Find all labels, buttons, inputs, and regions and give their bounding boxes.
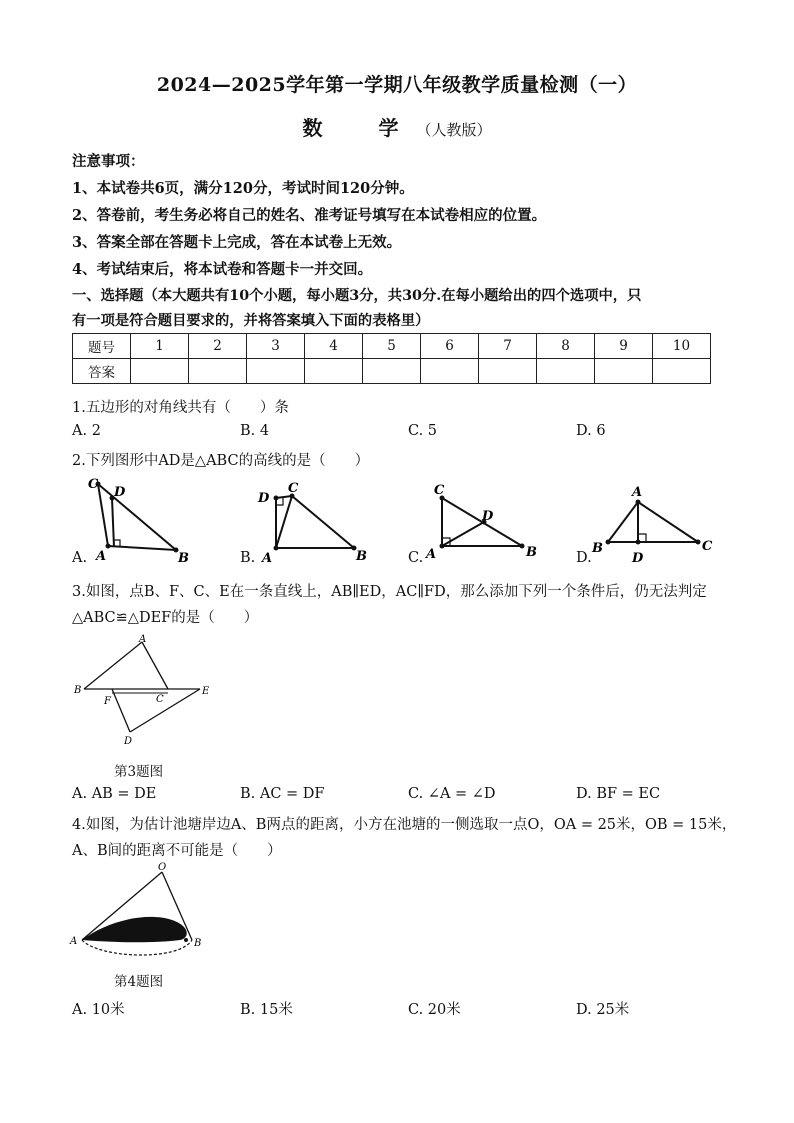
q2c-label-d: D [482, 509, 494, 524]
q2c-label-b: B [526, 545, 537, 560]
q2-figure-b [254, 480, 374, 566]
answer-table-number: 10 [653, 334, 711, 359]
q4-caption: 第4题图 [114, 974, 164, 990]
q2-option-a: A. [72, 550, 88, 566]
q2b-label-b: B [356, 549, 367, 564]
q4-label-a: A [70, 936, 78, 947]
q1-option-a: A. 2 [72, 423, 101, 439]
q4-option-c: C. 20米 [408, 1002, 461, 1018]
q4-stem-line2: A、B间的距离不可能是（ ） [72, 843, 282, 859]
q2b-label-a: A [262, 551, 273, 566]
q4-option-b: B. 15米 [240, 1002, 293, 1018]
q3-stem-line2: △ABC≌△DEF的是（ ） [72, 610, 259, 626]
answer-cell[interactable] [479, 359, 537, 384]
q3-label-e: E [202, 686, 210, 697]
answer-cell[interactable] [305, 359, 363, 384]
answer-table-number: 6 [421, 334, 479, 359]
q3-label-f: F [104, 696, 111, 707]
q4-label-o: O [158, 862, 167, 873]
q2b-label-d: D [258, 491, 270, 506]
q3-option-c: C. ∠A = ∠D [408, 786, 496, 802]
q4-figure [68, 858, 218, 970]
answer-table-number: 5 [363, 334, 421, 359]
q2b-label-c: C [288, 481, 299, 496]
answer-table-answer-row [73, 359, 711, 384]
q1-option-b: B. 4 [240, 423, 270, 439]
q4-option-d: D. 25米 [576, 1002, 630, 1018]
note-item-3: 3、答案全部在答题卡上完成，答在本试卷上无效。 [72, 234, 402, 251]
answer-cell[interactable] [131, 359, 189, 384]
note-item-4: 4、考试结束后，将本试卷和答题卡一并交回。 [72, 261, 373, 278]
q3-label-c: C [156, 694, 164, 705]
answer-table-number: 4 [305, 334, 363, 359]
answer-cell[interactable] [247, 359, 305, 384]
q2a-label-b: B [178, 551, 189, 564]
note-item-2: 2、答卷前，考生务必将自己的姓名、准考证号填写在本试卷相应的位置。 [72, 207, 547, 224]
q2d-label-a: A [632, 485, 643, 500]
answer-table [72, 333, 711, 384]
q2d-label-c: C [702, 539, 713, 554]
section1-heading-line2: 有一项是符合题目要求的，并将答案填入下面的表格里） [72, 313, 430, 329]
q2-figure-c [420, 480, 540, 566]
q3-label-b: B [74, 685, 82, 696]
q2a-label-a: A [96, 549, 107, 564]
q2d-label-b: B [592, 541, 603, 556]
q2c-label-c: C [434, 483, 445, 498]
answer-table-number: 1 [131, 334, 189, 359]
q1-option-c: C. 5 [408, 423, 438, 439]
answer-cell[interactable] [189, 359, 247, 384]
answer-table-number: 3 [247, 334, 305, 359]
q3-label-d: D [124, 736, 133, 747]
q1-option-d: D. 6 [576, 423, 606, 439]
q1-stem: 1.五边形的对角线共有（ ）条 [72, 400, 289, 416]
q2a-label-c: C [88, 477, 99, 492]
q4-option-a: A. 10米 [72, 1002, 125, 1018]
q2c-label-a: A [426, 547, 437, 562]
answer-table-number-label: 题号 [73, 334, 131, 359]
q3-option-d: D. BF = EC [576, 786, 661, 802]
q2-figure-a [86, 474, 196, 564]
q3-option-b: B. AC = DF [240, 786, 325, 802]
answer-table-number-row [73, 334, 711, 359]
q2d-label-d: D [632, 551, 644, 566]
note-item-1: 1、本试卷共6页，满分120分，考试时间120分钟。 [72, 180, 414, 197]
subject-line [0, 112, 794, 141]
q2a-label-d: D [114, 485, 126, 500]
answer-table-number: 2 [189, 334, 247, 359]
q4-stem-line1: 4.如图，为估计池塘岸边A、B两点的距离，小方在池塘的一侧选取一点O，OA = 25米，OB = 15米， [72, 817, 737, 833]
answer-cell[interactable] [421, 359, 479, 384]
q3-figure [72, 632, 222, 748]
q3-label-a: A [139, 634, 147, 645]
answer-cell[interactable] [537, 359, 595, 384]
q2-option-b: B. [240, 550, 256, 566]
answer-table-number: 7 [479, 334, 537, 359]
q2-option-c: C. [408, 550, 424, 566]
edition-label: （人教版） [416, 121, 492, 139]
q2-stem: 2.下列图形中AD是△ABC的高线的是（ ） [72, 453, 370, 469]
answer-cell[interactable] [595, 359, 653, 384]
notes-heading: 注意事项： [72, 153, 145, 170]
q2-figure-d [590, 482, 720, 568]
answer-table-number: 8 [537, 334, 595, 359]
q2-option-d: D. [576, 550, 592, 566]
subject-name: 数 学 [302, 116, 417, 140]
answer-cell[interactable] [363, 359, 421, 384]
exam-title: 2024—2025学年第一学期八年级教学质量检测（一） [156, 74, 638, 96]
answer-table-number: 9 [595, 334, 653, 359]
answer-table-answer-label: 答案 [73, 359, 131, 384]
section1-heading-line1: 一、选择题（本大题共有10个小题，每小题3分，共30分.在每小题给出的四个选项中，只 [72, 288, 642, 304]
q3-stem-line1: 3.如图，点B、F、C、E在一条直线上，AB∥ED，AC∥FD，那么添加下列一个条件后，仍无法判定 [72, 584, 707, 600]
q3-option-a: A. AB = DE [72, 786, 157, 802]
q4-label-b: B [194, 938, 202, 949]
q3-caption: 第3题图 [114, 764, 164, 780]
answer-cell[interactable] [653, 359, 711, 384]
